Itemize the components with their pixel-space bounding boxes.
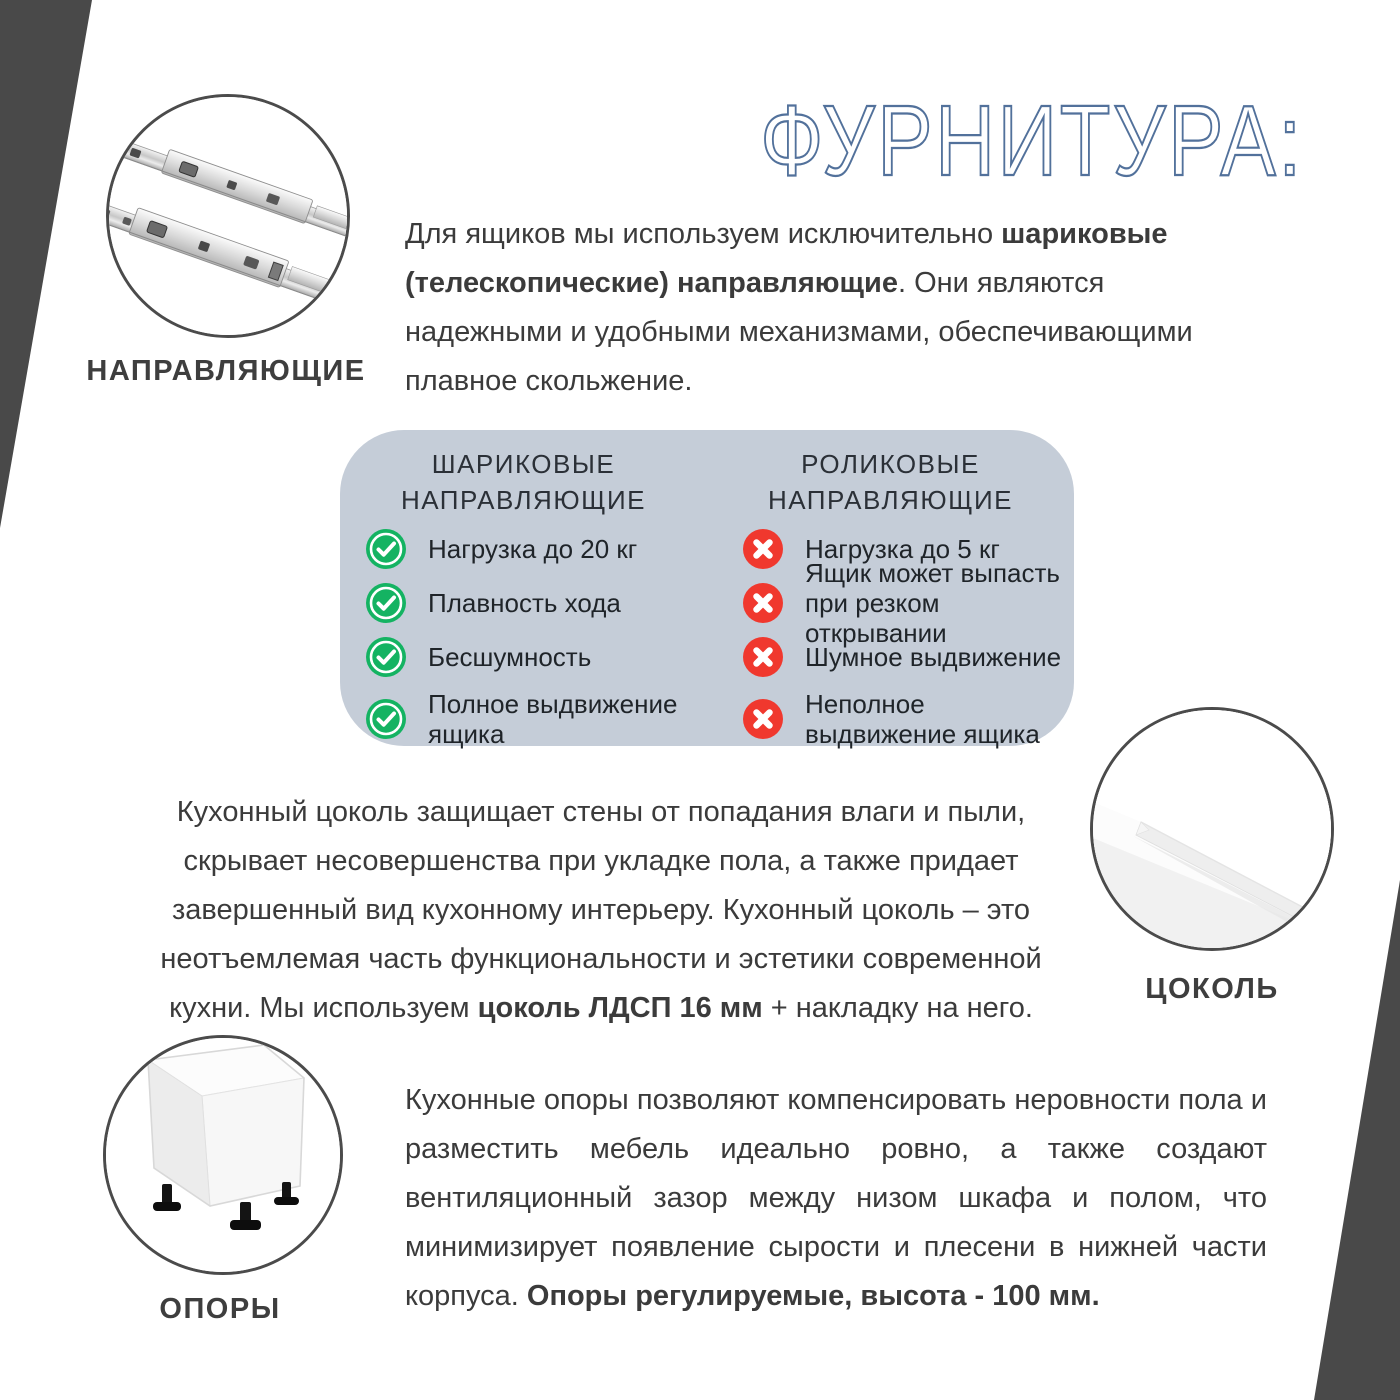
- cross-icon: [743, 529, 783, 569]
- check-icon: [366, 583, 406, 623]
- ball-slides-heading: ШАРИКОВЫЕ НАПРАВЛЯЮЩИЕ: [400, 449, 647, 515]
- feature-row: Бесшумность: [366, 632, 707, 682]
- feature-row: Плавность хода: [366, 574, 707, 632]
- feature-row: Шумное выдвижение: [743, 632, 1074, 682]
- corner-decoration-bottom-right: [1314, 880, 1400, 1400]
- legs-label: ОПОРЫ: [159, 1293, 281, 1325]
- roller-slides-heading: РОЛИКОВЫЕ НАПРАВЛЯЮЩИЕ: [767, 449, 1014, 515]
- page-title: ФУРНИТУРА:: [760, 85, 1304, 197]
- cross-icon: [743, 583, 783, 623]
- feature-row: Нагрузка до 5 кг: [743, 524, 1074, 574]
- check-icon: [366, 699, 406, 739]
- roller-slides-column: [707, 430, 1074, 756]
- slides-paragraph: Для ящиков мы используем исключительно шариковые (телескопические) направляющие. Они являются надежными и удобными механизмами, обеспечивающими плавное скольжение.: [405, 218, 1193, 397]
- plinth-paragraph: Кухонный цоколь защищает стены от попадания влаги и пыли, скрывает несовершенства при укладке пола, а также придает завершенный вид кухонному интерьеру. Кухонный цоколь – это неотъемлемая часть функциональности и эстетики современной кухни. Мы используем цоколь ЛДСП 16 мм + накладку на него.: [160, 796, 1042, 1024]
- feature-row: Ящик может выпасть при резком открывании: [743, 574, 1074, 632]
- cross-icon: [743, 699, 783, 739]
- check-icon: [366, 529, 406, 569]
- drawer-slides-photo: [106, 94, 350, 338]
- slides-label: НАПРАВЛЯЮЩИЕ: [86, 355, 366, 387]
- feature-row: Неполное выдвижение ящика: [743, 682, 1074, 756]
- feature-row: Полное выдвижение ящика: [366, 682, 707, 756]
- check-icon: [366, 637, 406, 677]
- corner-decoration-top-left: [0, 0, 92, 528]
- plinth-photo: [1090, 707, 1334, 951]
- plinth-label: ЦОКОЛЬ: [1145, 973, 1279, 1005]
- feature-row: Нагрузка до 20 кг: [366, 524, 707, 574]
- comparison-card: [340, 430, 1074, 749]
- legs-paragraph: Кухонные опоры позволяют компенсировать неровности пола и разместить мебель идеально ровно, а также создают вентиляционный зазор между низом шкафа и полом, что минимизирует появление сырости и плесени в нижней части корпуса. Опоры регулируемые, высота - 100 мм.: [405, 1084, 1267, 1312]
- legs-photo: [103, 1035, 343, 1275]
- cross-icon: [743, 637, 783, 677]
- ball-slides-column: [340, 430, 707, 756]
- drawer-slides-illustration: [109, 97, 347, 335]
- legs-illustration: [106, 1038, 340, 1272]
- plinth-illustration: [1093, 710, 1331, 948]
